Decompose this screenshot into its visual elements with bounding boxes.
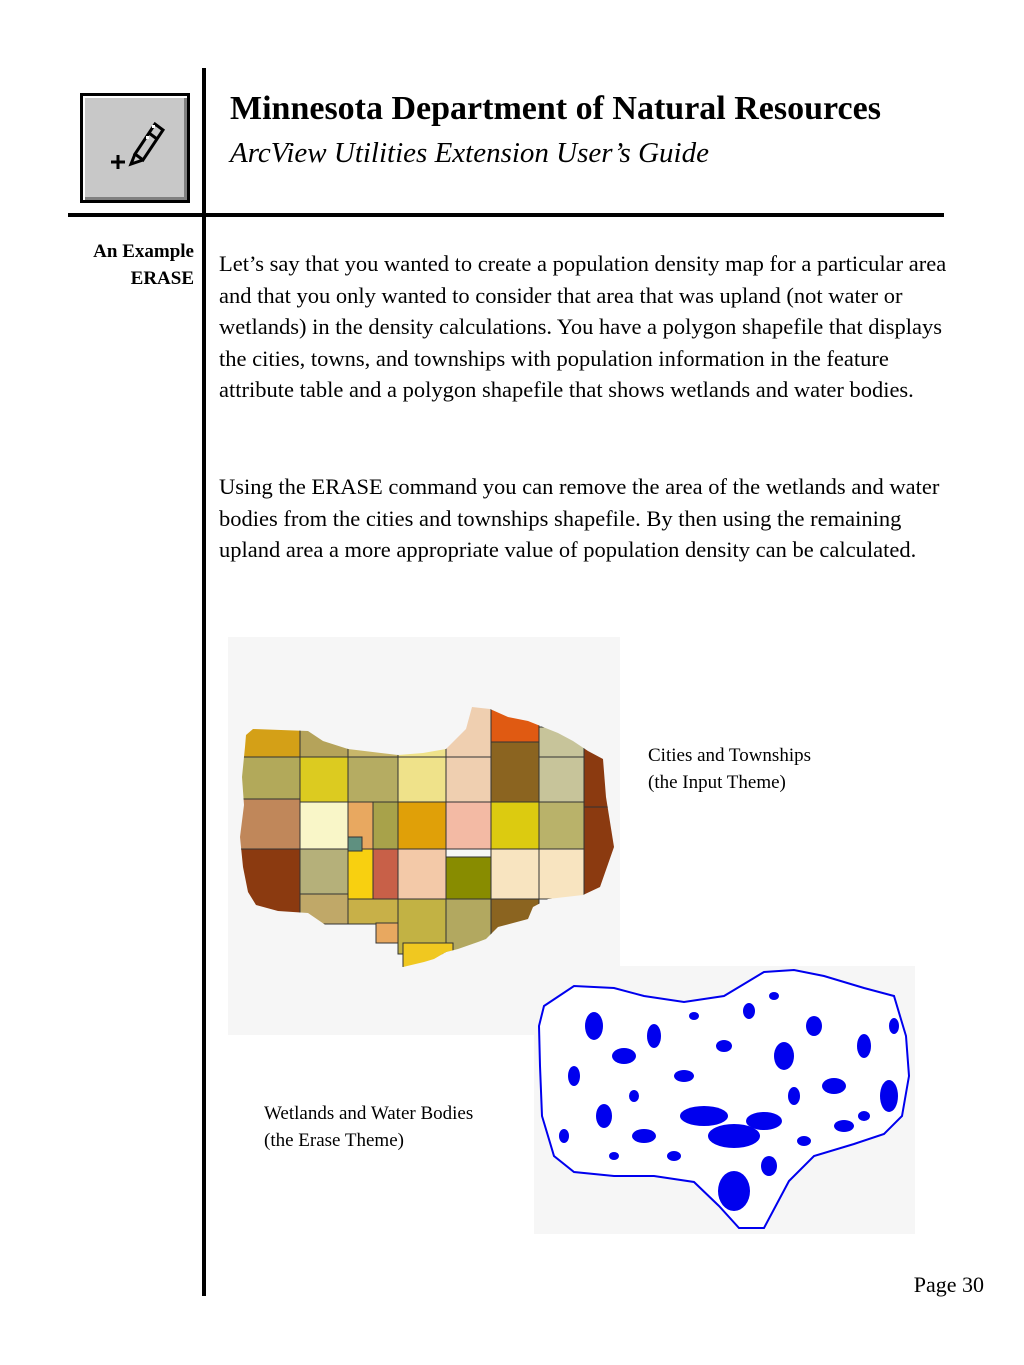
erase-tool-icon <box>80 93 190 203</box>
section-label-line2: ERASE <box>130 268 194 289</box>
wetlands-map <box>534 966 915 1234</box>
wetlands-caption-line2: (the Erase Theme) <box>264 1130 404 1151</box>
section-label-line1: An Example <box>93 241 194 262</box>
wetlands-caption <box>264 1100 473 1154</box>
page-title: Minnesota Department of Natural Resources <box>230 90 881 127</box>
cities-caption-line2: (the Input Theme) <box>648 772 786 793</box>
body-paragraph-1: Let’s say that you wanted to create a population density map for a particular area and that you only wanted to consider that area that was upland (not water or wetlands) in the density calculations. You have a polygon shapefile that displays the cities, towns, and townships with population information in the feature attribute table and a polygon shapefile that shows wetlands and water bodies. <box>219 251 947 402</box>
body-paragraph-2: Using the ERASE command you can remove the area of the wetlands and water bodies from the cities and townships shapefile. By then using the remaining upland area a more appropriate value of population density can be calculated. <box>219 474 940 562</box>
cities-caption-line1: Cities and Townships <box>648 745 811 766</box>
header-rule <box>68 213 944 217</box>
section-label <box>93 238 194 292</box>
cities-caption <box>648 742 811 796</box>
page-subtitle: ArcView Utilities Extension User’s Guide <box>230 137 709 169</box>
vertical-rule <box>202 68 206 1296</box>
page-number: Page 30 <box>913 1272 984 1297</box>
wetlands-caption-line1: Wetlands and Water Bodies <box>264 1103 474 1124</box>
